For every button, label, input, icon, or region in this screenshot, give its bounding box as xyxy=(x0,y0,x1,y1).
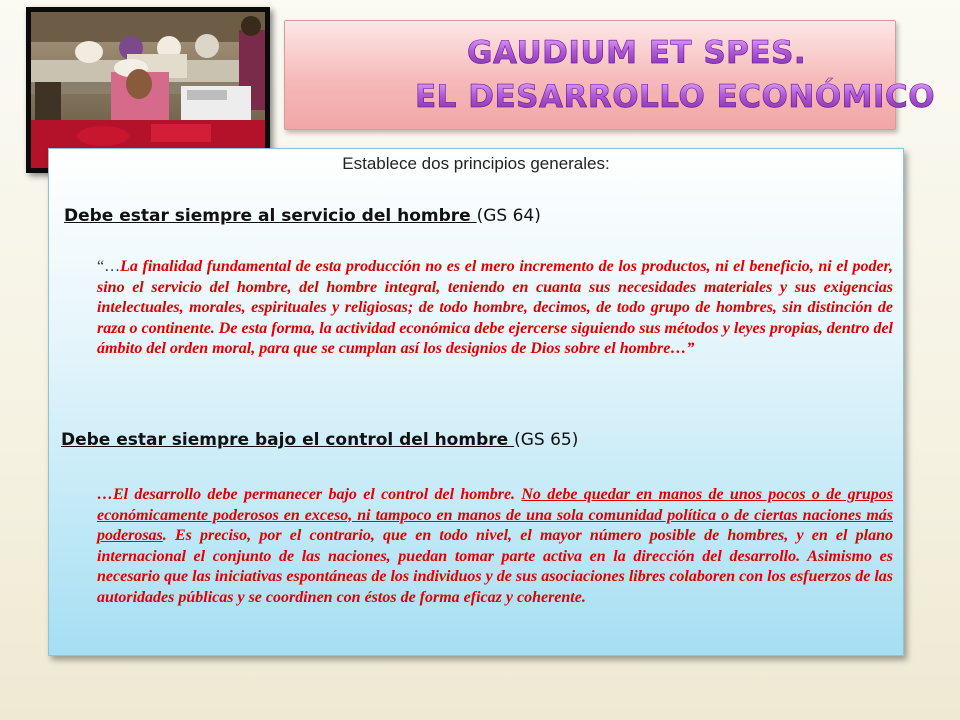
content-box xyxy=(48,148,904,656)
title-box xyxy=(284,20,936,130)
quote-2-underlined: No debe quedar en manos de unos pocos o de grupos económicamente poderosos en exceso, ni tampoco en manos de una sola comunidad política o de ciertas naciones más poderosas xyxy=(97,486,893,544)
principle-1-quote xyxy=(97,257,893,360)
principle-2-title: Debe estar siempre bajo el control del hombre xyxy=(61,430,515,450)
slide-title-line-1: GAUDIUM ET SPES. xyxy=(467,35,807,71)
quote-2-part-2: . Es preciso, por el contrario, que en todo nivel, el mayor número posible de hombres, y en el plano internacional el conjunto de las naciones, puedan tomar parte activa en la dirección del desarrollo. Asimismo es necesario que las iniciativas espontáneas de los individuos y de sus asociaciones libres colaboren con los esfuerzos de las autoridades públicas y se coordinen con éstos de forma eficaz y coherente. xyxy=(97,527,893,606)
principle-1-heading xyxy=(64,206,541,226)
principle-1-title: Debe estar siempre al servicio del hombre xyxy=(64,206,477,226)
quote-1-open: “… xyxy=(97,258,121,275)
principle-2-heading xyxy=(61,430,578,450)
slide-title-line-2: EL DESARROLLO ECONÓMICO xyxy=(415,79,936,115)
intro-text: Establece dos principios generales: xyxy=(342,154,610,173)
factory-photo-illustration xyxy=(31,12,265,168)
principle-2-quote xyxy=(97,485,893,608)
quote-1-text: La finalidad fundamental de esta producción no es el mero incremento de los productos, ni el beneficio, ni el poder, sino el servicio del hombre, del hombre integral, teniendo en cuanta sus necesidades materiales y sus exigencias intelectuales, morales, espirituales y religiosas; de todo hombre, decimos, de todo grupo de hombres, sin distinción de raza o continente. De esta forma, la actividad económica debe ejercerse siguiendo sus métodos y leyes propias, dentro del ámbito del orden moral, para que se cumplan así los designios de Dios sobre el hombre…” xyxy=(97,258,893,357)
principle-2-reference: (GS 65) xyxy=(514,430,579,450)
principle-1-reference: (GS 64) xyxy=(476,206,541,226)
quote-2-part-1: …El desarrollo debe permanecer bajo el control del hombre. xyxy=(97,486,522,503)
